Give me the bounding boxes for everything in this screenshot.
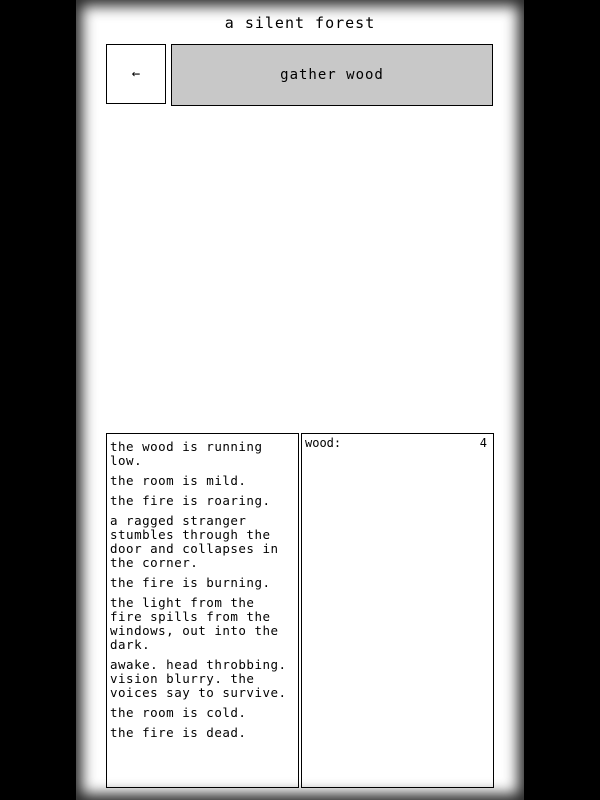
back-arrow-icon: ← (131, 66, 141, 82)
stores-panel (301, 433, 494, 788)
store-row-wood (305, 436, 487, 450)
location-title: a silent forest (224, 14, 376, 32)
log-entry: the fire is roaring. (110, 493, 271, 508)
log-entry: the fire is dead. (110, 725, 247, 740)
back-button[interactable] (106, 44, 166, 104)
log-entry: the room is mild. (110, 473, 247, 488)
log-entry: the wood is running low. (110, 439, 263, 468)
log-entry: the room is cold. (110, 705, 247, 720)
log-entry: awake. head throbbing. vision blurry. the voices say to survive. (110, 657, 287, 700)
log-entry: the light from the fire spills from the windows, out into the dark. (110, 595, 279, 652)
game-page (76, 0, 524, 800)
store-name: wood: (305, 436, 342, 450)
store-count: 4 (479, 436, 487, 450)
log-entry: the fire is burning. (110, 575, 271, 590)
gather-wood-button[interactable] (171, 44, 493, 106)
log-entry: a ragged stranger stumbles through the door and collapses in the corner. (110, 513, 279, 570)
gather-wood-label: gather wood (280, 67, 384, 83)
event-log[interactable] (106, 433, 299, 788)
